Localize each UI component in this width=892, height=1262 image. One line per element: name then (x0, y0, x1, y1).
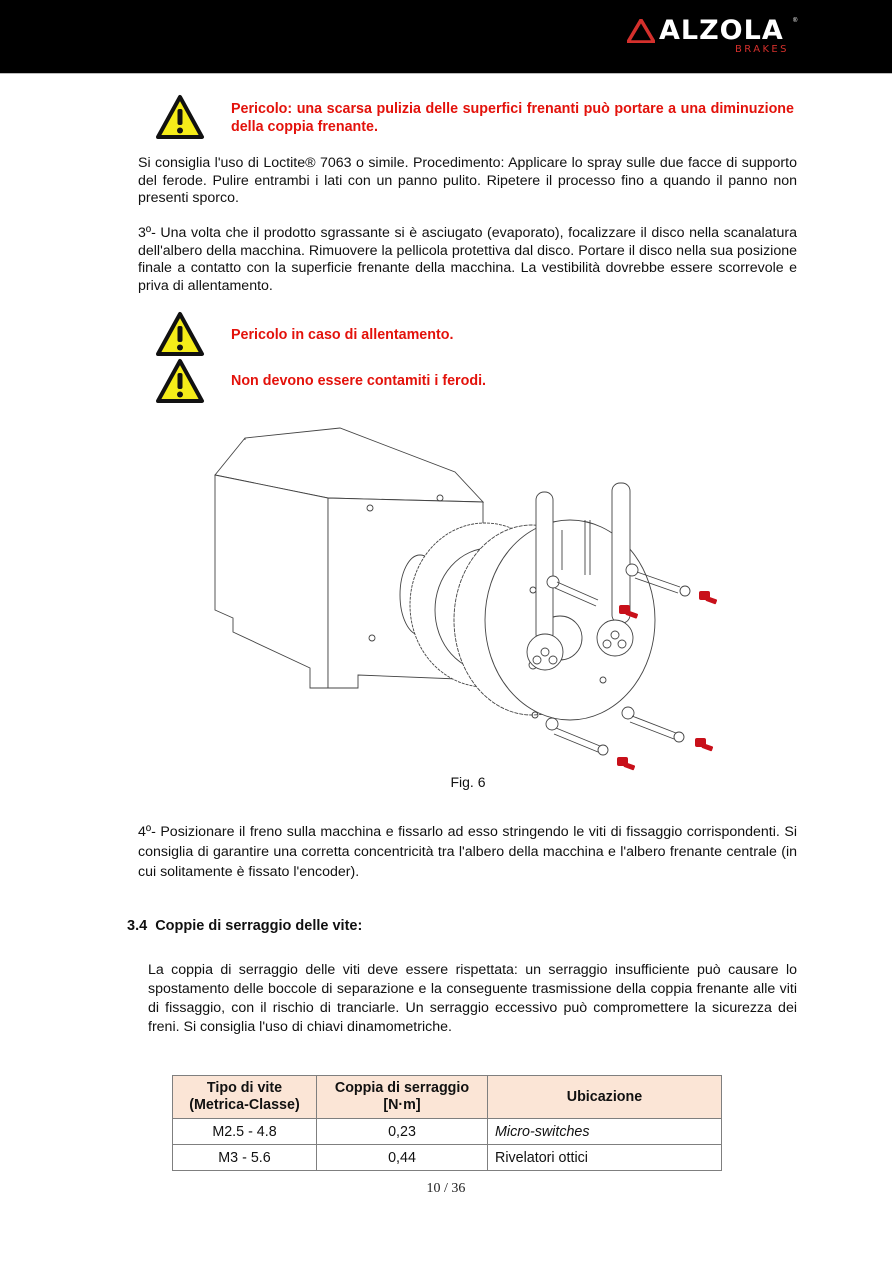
cell-location: Rivelatori ottici (488, 1145, 722, 1171)
paragraph-step-4: 4º- Posizionare il freno sulla macchina e fissarlo ad esso stringendo le viti di fissaggio corrispondenti. Si consiglia di garantire una corretta concentricità tra l'albero della macchina e l'albero frenante centrale (in cui solitamente è fissato l'encoder). (138, 824, 797, 880)
warning-triangle-icon (155, 358, 205, 404)
registered-mark: ® (793, 18, 798, 24)
warning-triangle-icon (155, 311, 205, 357)
header-torque-line2: [N·m] (383, 1097, 421, 1113)
warning-text-2: Pericolo in caso di allentamento. (231, 327, 454, 343)
figure-6-brake-assembly (200, 420, 740, 780)
table-row (173, 1119, 722, 1145)
column-header-location: Ubicazione (488, 1076, 722, 1119)
cell-torque: 0,23 (317, 1119, 488, 1145)
alzola-logo (627, 16, 802, 61)
page-number: 10 / 36 (426, 1181, 466, 1196)
table-row (173, 1145, 722, 1171)
red-screw-icon (699, 591, 717, 604)
warning-1 (155, 94, 205, 140)
red-screw-icon (617, 757, 635, 770)
header-type-line1: Tipo di vite (206, 1080, 283, 1096)
cell-type: M2.5 - 4.8 (173, 1119, 317, 1145)
cell-type: M3 - 5.6 (173, 1145, 317, 1171)
column-header-type (173, 1076, 317, 1119)
section-heading: 3.4 Coppie di serraggio delle vite: (127, 918, 363, 934)
warning-text-3: Non devono essere contamiti i ferodi. (231, 373, 487, 389)
cell-location: Micro-switches (488, 1119, 722, 1145)
column-header-torque (317, 1076, 488, 1119)
page-header (0, 0, 892, 74)
logo-triangle-icon (627, 19, 655, 43)
brand-sub: BRAKES (735, 44, 789, 55)
warning-3 (155, 358, 205, 404)
brand-name: ALZOLA (659, 15, 784, 46)
paragraph-loctite: Si consiglia l'uso di Loctite® 7063 o simile. Procedimento: Applicare lo spray sulle due facce di supporto del ferode. Pulire entrambi i lati con un panno pulito. Ripetere il processo fino a quando il panno non presenti sporco. (138, 155, 797, 206)
red-screw-icon (695, 738, 713, 751)
paragraph-torque-intro: La coppia di serraggio delle viti deve essere rispettata: un serraggio insufficiente può causare lo spostamento delle boccole di separazione e la conseguente trasmissione della coppia frenante alle viti di fissaggio, con il rischio di tranciarle. Un serraggio eccessivo può compromettere la sicurezza dei freni. Si consiglia l'uso di chiavi dinamometriche. (148, 962, 797, 1035)
torque-table (172, 1075, 722, 1171)
header-type-line2: (Metrica-Classe) (189, 1097, 300, 1113)
warning-2 (155, 311, 205, 357)
cell-torque: 0,44 (317, 1145, 488, 1171)
header-torque-line1: Coppia di serraggio (334, 1080, 470, 1096)
figure-caption: Fig. 6 (450, 774, 486, 790)
warning-triangle-icon (155, 94, 205, 140)
table-header-row (173, 1076, 722, 1119)
paragraph-step-3: 3º- Una volta che il prodotto sgrassante si è asciugato (evaporato), focalizzare il disco nella scanalatura dell'albero della macchina. Rimuovere la pellicola protettiva dal disco. Portare il disco nella sua posizione finale a contatto con la superficie frenante della macchina. La vestibilità dovrebbe essere scorrevole e priva di allentamento. (138, 225, 797, 294)
warning-text-1: Pericolo: una scarsa pulizia delle superfici frenanti può portare a una diminuzione della coppia frenante. (231, 101, 794, 135)
